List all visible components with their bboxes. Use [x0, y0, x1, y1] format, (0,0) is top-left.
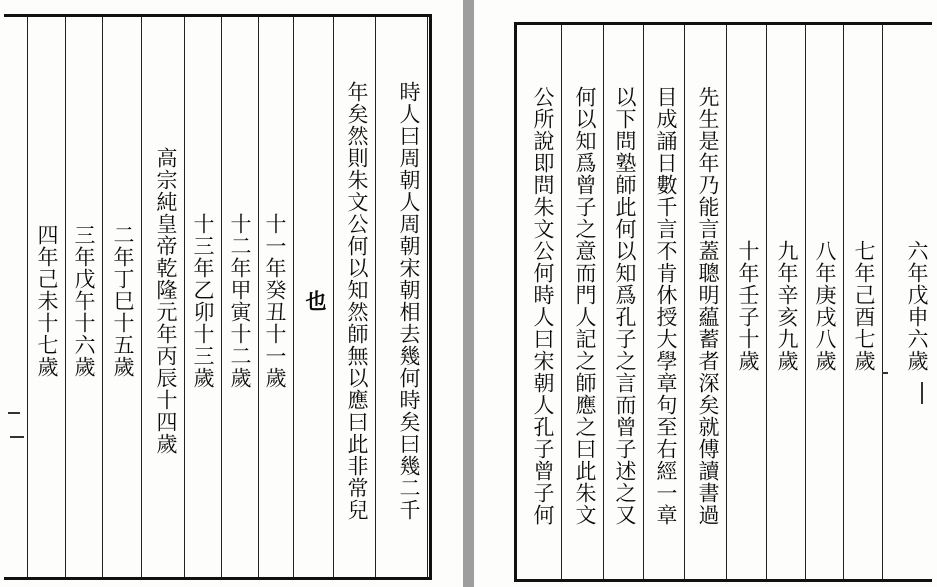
column-text: 八年庚戌八歲: [813, 240, 837, 372]
column-text: 年矣然則朱文公何以知然師無以應曰此非常兒: [345, 81, 369, 521]
text-column: [294, 17, 334, 577]
text-column: [562, 25, 604, 579]
text-column: [883, 25, 935, 579]
column-text: 先生是年乃能言蓋聰明藴蓄者深矣就傅讀書過: [696, 86, 720, 526]
text-column: [142, 17, 185, 577]
text-column: [604, 25, 644, 579]
text-column: [103, 17, 142, 577]
text-column: [185, 17, 222, 577]
left-page-frame: [4, 14, 432, 580]
column-text: 以下問塾師此何以知爲孔子之言而曾子述之又: [613, 86, 637, 526]
column-text: 何以知爲曾子之意而門人記之師應之曰此朱文: [573, 86, 597, 526]
column-text: 也: [303, 290, 328, 312]
column-text: 二年丁巳十五歲: [111, 224, 135, 378]
column-text: 時人曰周朝人周朝宋朝相去幾何時矣曰幾二千: [397, 81, 421, 521]
text-column: [519, 25, 562, 579]
text-column: [334, 17, 376, 577]
column-text: 十二年甲寅十二歲: [228, 213, 252, 389]
column-text: 九年辛亥九歲: [775, 240, 799, 372]
column-text: 目成誦日數千言不肯休授大學章句至右經一章: [654, 86, 678, 526]
column-text: 六年戊申六歲: [905, 240, 929, 372]
text-column: [66, 17, 103, 577]
right-page-frame: [514, 22, 932, 582]
text-column: [806, 25, 844, 579]
text-column: [727, 25, 767, 579]
column-text: 四年己未十七歲: [35, 224, 59, 378]
column-text: 七年己酉七歲: [852, 240, 876, 372]
column-text: 高宗純皇帝乾隆元年丙辰十四歲: [154, 147, 178, 455]
column-text: 三年戊午十六歲: [72, 224, 96, 378]
column-text: 十年壬子十歲: [736, 240, 760, 372]
ink-speck: [8, 412, 20, 414]
ink-speck: [10, 436, 24, 438]
right-page: [474, 0, 937, 587]
text-column: [767, 25, 806, 579]
text-column: [844, 25, 883, 579]
text-column: [376, 17, 428, 577]
left-page: [0, 0, 463, 587]
text-column: [259, 17, 294, 577]
text-column: [28, 17, 66, 577]
column-text: 十一年癸丑十一歲: [263, 213, 287, 389]
outer-margin-column: [4, 17, 28, 577]
column-text: 公所說即問朱文公何時人曰宋朝人孔子曾子何: [531, 86, 555, 526]
column-text: 十三年乙卯十三歲: [191, 213, 215, 389]
page-gutter: [463, 0, 474, 587]
ink-speck: [882, 372, 888, 374]
text-column: [685, 25, 727, 579]
ink-speck: [921, 382, 923, 404]
text-column: [222, 17, 259, 577]
text-column: [644, 25, 685, 579]
